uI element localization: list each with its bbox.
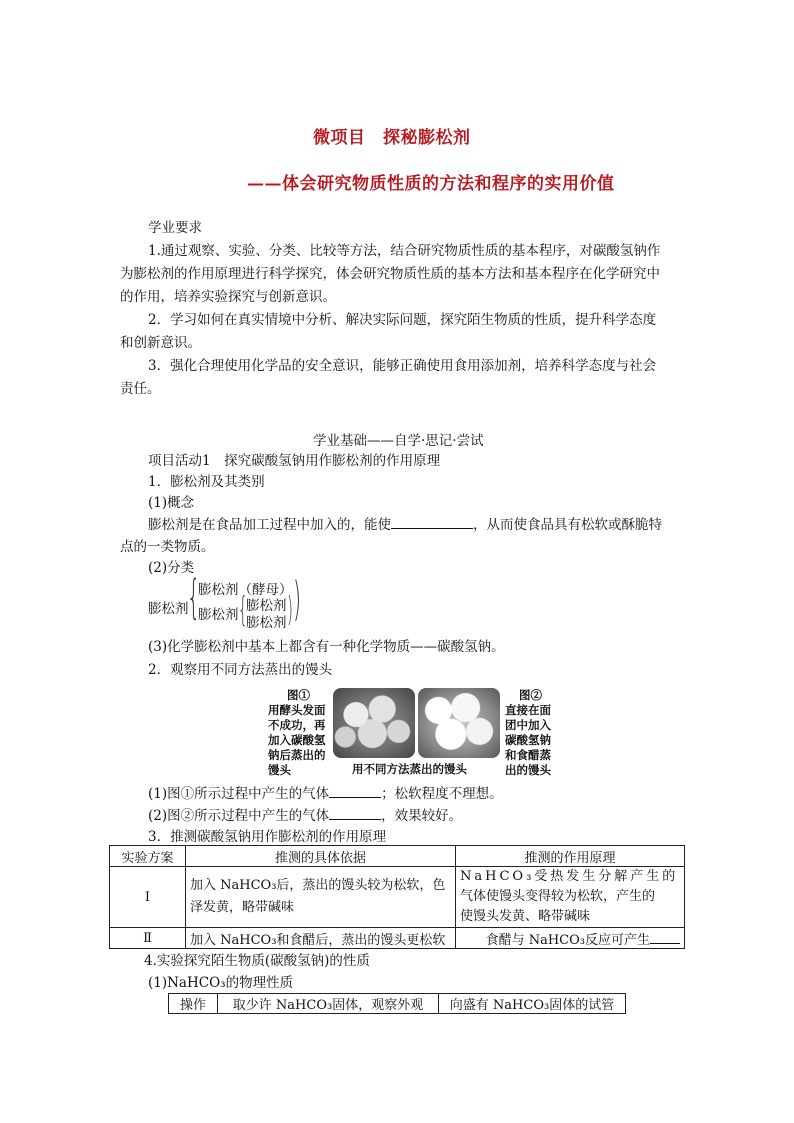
table-cell-text: 食醋与 NaHCO₃反应可产生 (485, 932, 650, 948)
section-2-heading: 2．观察用不同方法蒸出的馒头 (148, 662, 333, 678)
property-table (168, 993, 626, 1014)
table-row (110, 928, 685, 949)
figure-right-label: 图② (519, 688, 542, 702)
concept-blank[interactable] (391, 514, 473, 529)
question-1-text-a: (1)图①所示过程中产生的气体 (148, 786, 330, 802)
table-cell-line: 气体使馒头变得较为松软，产生的 (460, 889, 656, 904)
question-2-blank[interactable] (329, 805, 381, 820)
table-cell-line: 加入 NaHCO₃后，蒸出的馒头较为松软，色 (190, 878, 446, 893)
classification-yeast: 膨松剂（酵母） (198, 582, 293, 598)
requirements-heading: 学业要求 (148, 220, 202, 236)
figure-caption: 用不同方法蒸出的馒头 (352, 762, 467, 776)
concept-sentence (148, 514, 662, 536)
concept-text-a: 膨松剂是在食品加工过程中加入的，能使 (148, 517, 391, 533)
table-cell: 向盛有 NaHCO₃固体的试管 (439, 994, 626, 1014)
table-cell: 加入 NaHCO₃和食醋后，蒸出的馒头更松软 (186, 928, 456, 949)
table-row (110, 846, 685, 867)
table-cell: Ⅱ (110, 928, 186, 949)
table-header: 推测的具体依据 (186, 846, 456, 867)
table-cell-line: 使馒头发黄、略带碱味 (460, 909, 591, 924)
figure-right-text-1: 直接在面 (505, 703, 551, 717)
close-paren-icon: ) (293, 572, 302, 626)
classification-chemical: 膨松剂 (198, 607, 239, 623)
section-1-1-heading: (1)概念 (148, 495, 195, 511)
close-paren-icon: ) (287, 590, 293, 630)
requirement-1-line-1: 1.通过观察、实验、分类、比较等方法，结合研究物质性质的基本程序，对碳酸氢钠作 (148, 243, 661, 259)
steamed-buns-photo-1 (333, 688, 415, 758)
question-1-text-b: ；松软程度不理想。 (381, 786, 503, 802)
table-cell (456, 867, 685, 928)
requirement-3-line-2: 责任。 (120, 381, 161, 397)
question-1 (148, 783, 503, 805)
classification-root: 膨松剂 (148, 601, 189, 617)
question-2-text-a: (2)图②所示过程中产生的气体 (148, 808, 330, 824)
classification-chemical-sub-2: 膨松剂 (246, 615, 287, 631)
page-title: 微项目 探秘膨松剂 (313, 128, 471, 148)
figure-left-text-5: 馒头 (268, 763, 291, 777)
table-cell: 取少许 NaHCO₃固体，观察外观 (218, 994, 439, 1014)
requirement-3-line-1: 3．强化合理使用化学品的安全意识，能够正确使用食用添加剂，培养科学态度与社会 (148, 358, 657, 374)
table-cell: 操作 (169, 994, 218, 1014)
requirement-1-line-3: 的作用，培养实验探究与创新意识。 (120, 289, 336, 305)
section-3-heading: 3．推测碳酸氢钠用作膨松剂的作用原理 (148, 829, 387, 845)
figure-left-text-1: 用酵头发面 (268, 703, 326, 717)
figure-right-text-4: 和食醋蒸 (505, 748, 551, 762)
table-row (169, 994, 626, 1014)
table-cell (456, 928, 685, 949)
table-header: 实验方案 (110, 846, 186, 867)
figure-right-text-3: 碳酸氢钠 (505, 733, 551, 747)
figure-left-label: 图① (287, 688, 310, 702)
question-2 (148, 805, 462, 827)
figure-right-text-2: 团中加入 (505, 718, 551, 732)
table-header: 推测的作用原理 (456, 846, 685, 867)
section-1-2-heading: (2)分类 (148, 560, 195, 576)
steamed-buns-photo-2 (418, 688, 500, 758)
figure-left-text-2: 不成功，再 (268, 718, 326, 732)
figure-right-text-5: 出的馒头 (505, 763, 551, 777)
table-cell (186, 867, 456, 928)
concept-text-b: ，从而使食品具有松软或酥脆特 (473, 517, 662, 533)
classification-chemical-sub-1: 膨松剂 (246, 598, 287, 614)
section-1-heading: 1．膨松剂及其类别 (148, 474, 265, 490)
section-1-3-text: (3)化学膨松剂中基本上都含有一种化学物质——碳酸氢钠。 (148, 639, 505, 655)
brace-icon: { (187, 570, 201, 624)
brace-icon: { (238, 590, 248, 630)
table-cell: Ⅰ (110, 867, 186, 928)
section-4-heading: 4.实验探究陌生物质(碳酸氢钠)的性质 (144, 953, 370, 969)
concept-text-c: 点的一类物质。 (120, 539, 215, 555)
requirement-2-line-1: 2．学习如何在真实情境中分析、解决实际问题，探究陌生物质的性质，提升科学态度 (148, 312, 657, 328)
page-subtitle: ——体会研究物质性质的方法和程序的实用价值 (247, 174, 615, 194)
section-4-1-heading: (1)NaHCO₃的物理性质 (148, 975, 294, 991)
requirement-2-line-2: 和创新意识。 (120, 335, 201, 351)
table-cell-line: 泽发黄，略带碱味 (190, 900, 295, 915)
principle-table (109, 845, 685, 949)
table-row (110, 867, 685, 928)
table-cell-line: NaHCO₃受热发生分解产生的 (460, 869, 679, 884)
question-1-blank[interactable] (329, 783, 381, 798)
activity-1-heading: 项目活动1 探究碳酸氢钠用作膨松剂的作用原理 (148, 453, 441, 469)
table-blank[interactable] (650, 929, 680, 944)
figure-left-text-4: 钠后蒸出的 (268, 748, 326, 762)
figure-left-text-3: 加入碳酸氢 (268, 733, 326, 747)
question-2-text-b: ，效果较好。 (381, 808, 463, 824)
basics-heading: 学业基础——自学·思记·尝试 (313, 433, 484, 449)
requirement-1-line-2: 为膨松剂的作用原理进行科学探究，体会研究物质性质的基本方法和基本程序在化学研究中 (120, 266, 660, 282)
